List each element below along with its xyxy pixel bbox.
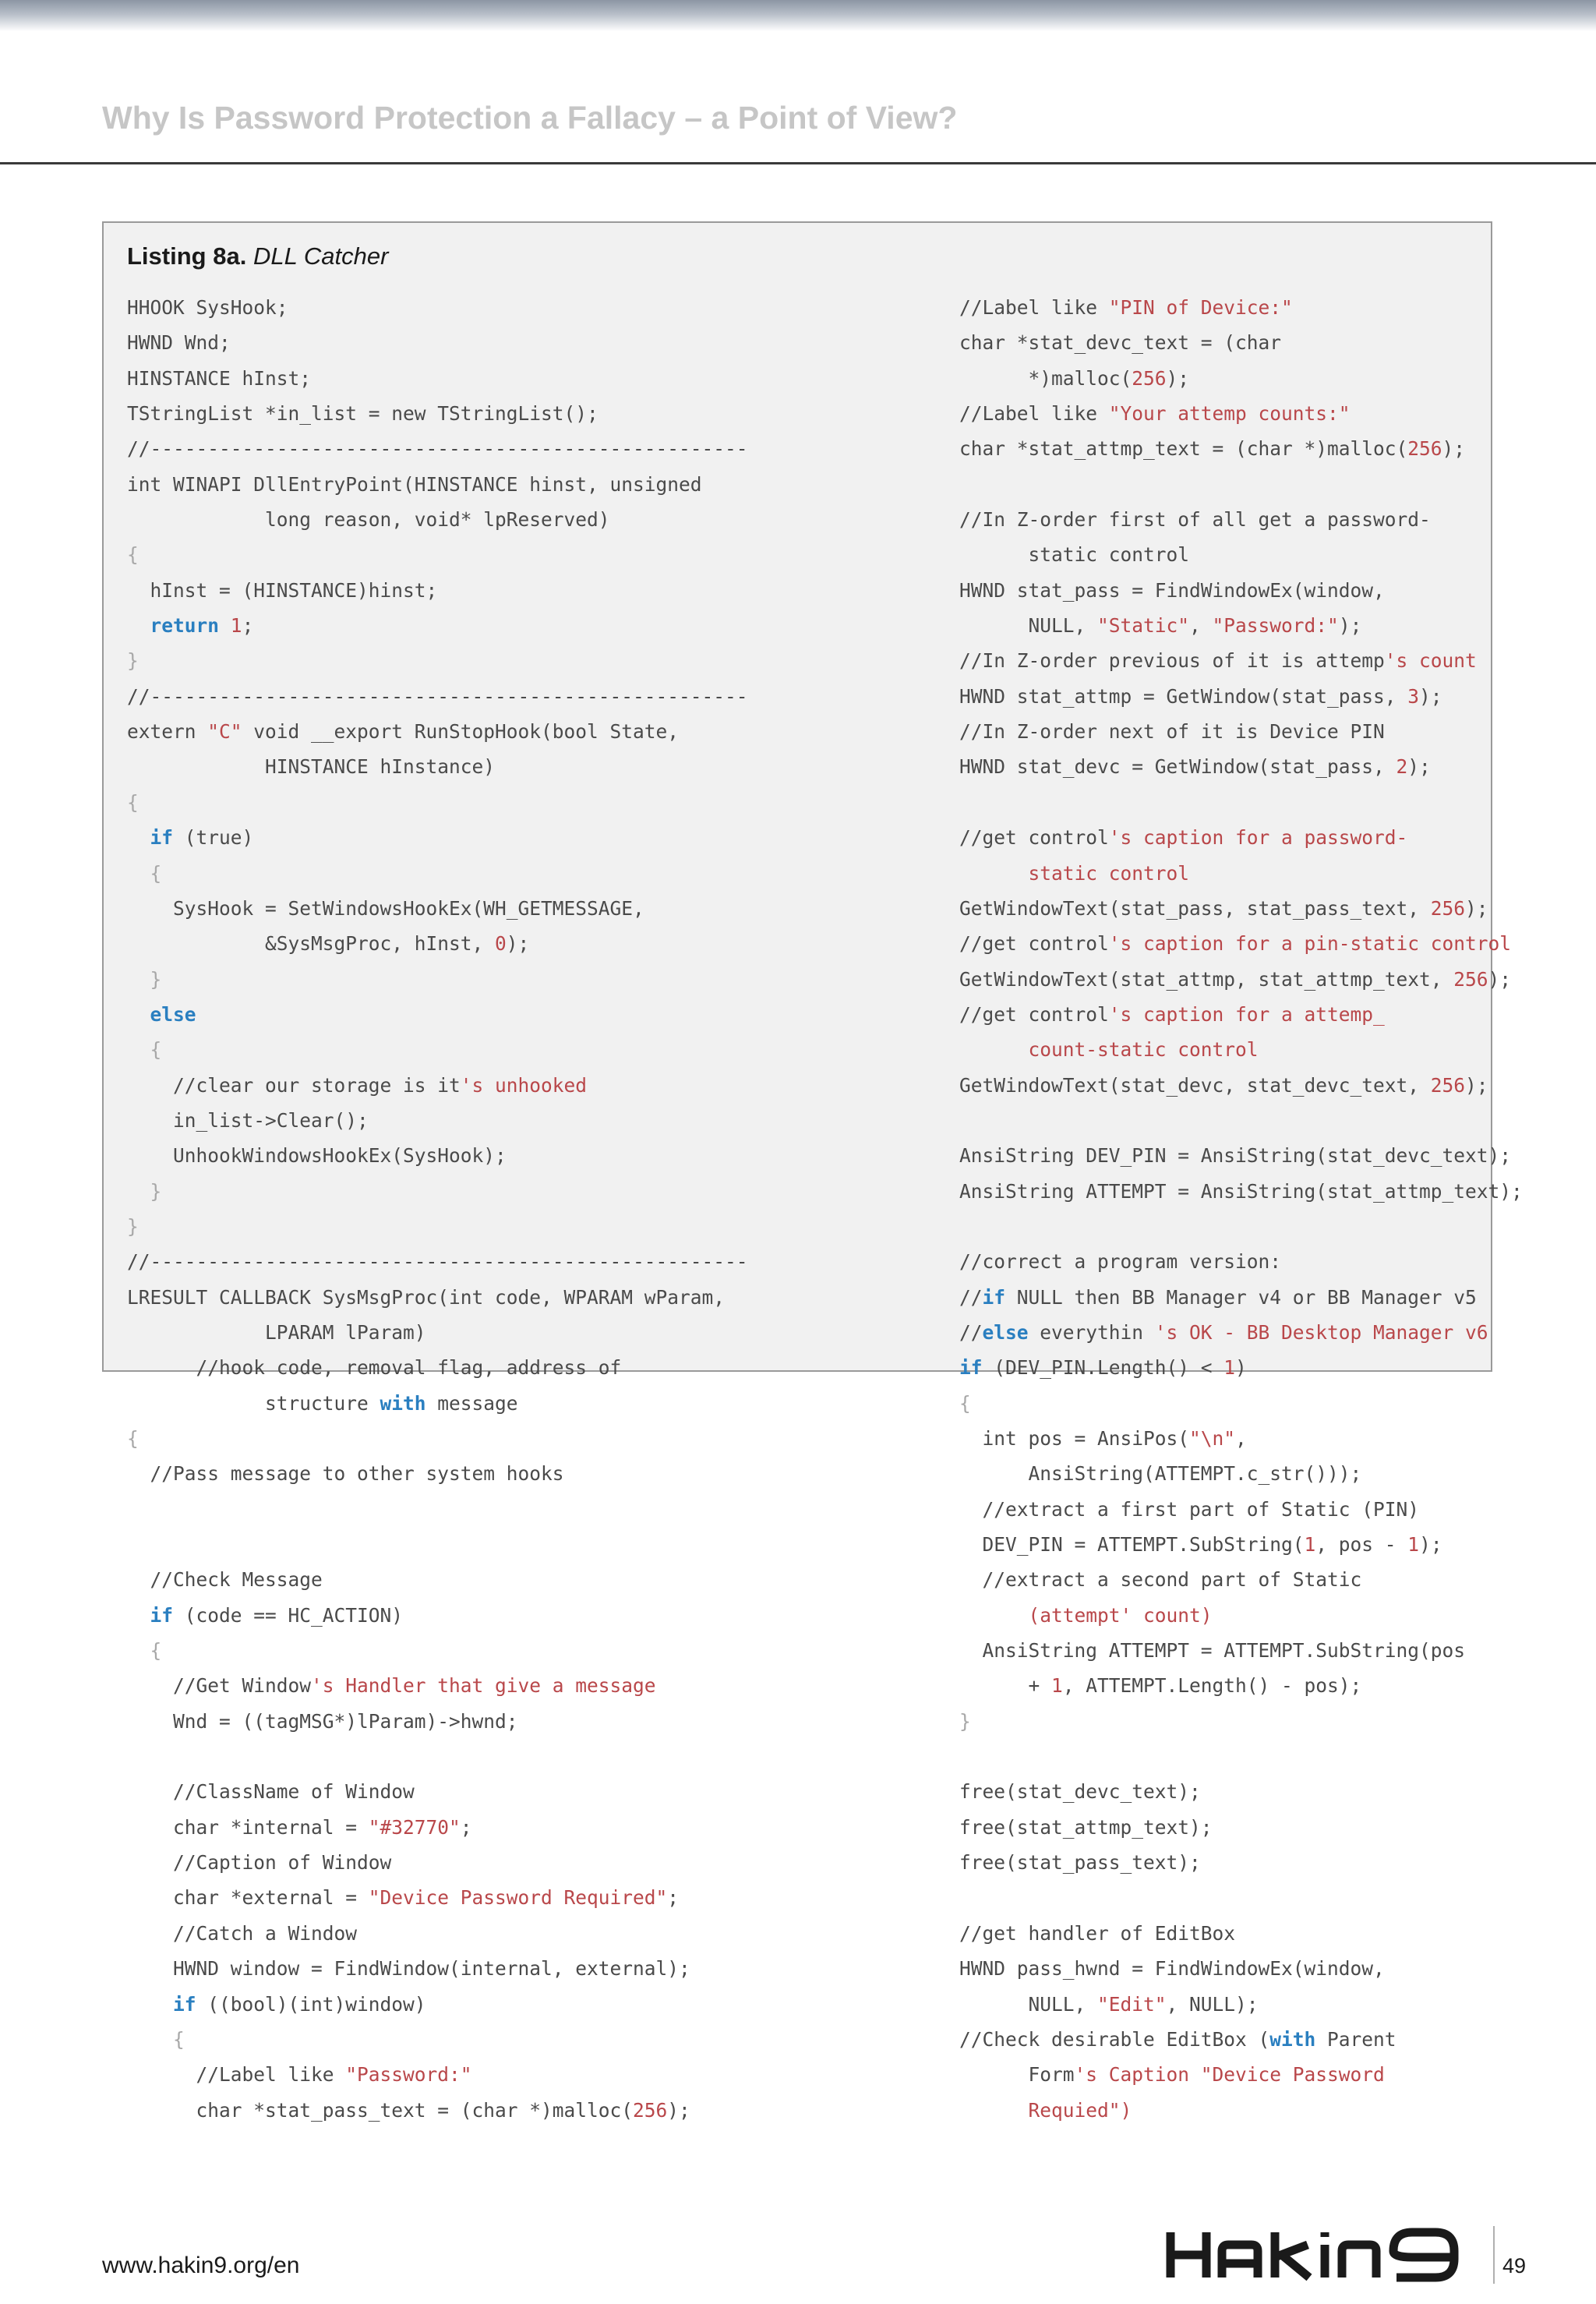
code-line [127,1386,748,1421]
code-line [127,467,748,502]
code-line [959,573,1523,608]
code-token: with [1269,2027,1316,2051]
code-line [127,1704,748,1739]
code-token: "Edit" [1097,1992,1167,2016]
code-token: //extract a second part of Static [959,1568,1362,1592]
code-line [127,891,748,926]
code-column-left [127,290,748,2128]
code-line [127,537,748,572]
code-token: 256 [1132,366,1167,390]
code-line [127,1209,748,1244]
code-token: GetWindowText(stat_devc, stat_devc_text, [959,1073,1431,1097]
code-token: , pos - [1315,1533,1408,1557]
code-token: char *external = [127,1886,369,1910]
code-token: LPARAM lParam) [127,1320,426,1344]
code-token [959,1604,1029,1627]
code-token: ) [1235,1356,1247,1380]
code-line [127,2022,748,2057]
code-line [959,2022,1523,2057]
code-token: void __export RunStopHook(bool State, [242,720,680,744]
code-column-right [959,290,1523,2128]
code-token [127,1993,173,2016]
code-token: } [150,1179,162,1203]
code-token: 's Caption "Device Password [1074,2063,1385,2087]
code-line [959,643,1523,678]
code-line [127,431,748,466]
code-line [959,1103,1523,1138]
code-token: HWND stat_attmp = GetWindow(stat_pass, [959,684,1408,708]
code-line [127,1492,748,1527]
code-token: { [150,1038,162,1062]
code-token: HWND window = FindWindow(internal, external); [127,1957,690,1981]
code-line [959,1916,1523,1951]
code-token: ); [667,2098,690,2122]
code-token: //Get Window [127,1674,312,1698]
code-token: in_list->Clear(); [127,1108,369,1132]
code-token: // [959,1285,983,1309]
code-token: ; [667,1886,680,1910]
code-line [127,785,748,820]
code-token: TStringList *in_list = new TStringList(); [127,402,598,426]
code-token: //---------------------------------------------------- [127,437,748,461]
code-token: ); [1419,684,1442,708]
code-token: int WINAPI DllEntryPoint(HINSTANCE hinst, unsigned [127,472,702,496]
code-token: , ATTEMPT.Length() - pos); [1062,1674,1362,1698]
code-token: if [982,1285,1006,1309]
code-token: HINSTANCE hInstance) [127,755,496,779]
code-token: static control [1028,861,1190,885]
code-token: { [150,861,162,885]
code-line [959,1704,1523,1739]
code-token: with [380,1391,426,1415]
code-token [127,1604,150,1627]
code-token: free(stat_attmp_text); [959,1815,1213,1839]
code-line [127,396,748,431]
code-token [127,968,150,991]
code-token: 's caption for a pin-static control [1108,932,1512,956]
code-token: HHOOK SysHook; [127,296,288,319]
code-token: 3 [1407,684,1420,708]
header-divider [0,162,1596,164]
code-token: } [959,1709,971,1733]
code-token: //---------------------------------------------------- [127,1250,748,1274]
code-line [959,1739,1523,1774]
code-line [127,1916,748,1951]
code-token: //Label like [959,402,1109,426]
code-token: return [150,614,220,638]
code-token [127,1003,150,1026]
code-token: Parent [1315,2027,1396,2051]
code-token: else [150,1002,196,1026]
code-token: { [173,2027,185,2051]
code-line [127,1244,748,1279]
code-token: //In Z-order previous of it is attemp [959,649,1385,673]
code-line [959,1315,1523,1350]
code-line [959,1951,1523,1986]
code-token: 's count [1384,649,1477,673]
code-token: 's unhooked [460,1073,588,1097]
code-token: ); [506,932,530,956]
code-token: char *internal = [127,1815,369,1839]
code-line [959,997,1523,1032]
code-line [959,820,1523,855]
code-token: //get control [959,932,1109,956]
code-line [959,856,1523,891]
code-line [127,2093,748,2128]
code-token: //Caption of Window [127,1851,392,1875]
code-token: 1 [1223,1356,1236,1380]
code-line [959,749,1523,784]
code-token: 2 [1396,755,1408,779]
code-line [959,537,1523,572]
code-line [959,1280,1523,1315]
code-token: UnhookWindowsHookEx(SysHook); [127,1144,507,1168]
code-token: HWND stat_pass = FindWindowEx(window, [959,578,1385,602]
code-line [127,1774,748,1809]
code-token: ); [1419,1533,1442,1557]
code-token: //correct a program version: [959,1250,1282,1274]
code-token: //In Z-order first of all get a password- [959,508,1431,532]
code-token: ); [1338,614,1362,638]
code-token: Requied") [1028,2098,1132,2122]
code-token: 1 [1051,1674,1063,1698]
code-line [959,2057,1523,2092]
listing-title: DLL Catcher [252,242,389,270]
code-token: //extract a first part of Static (PIN) [959,1497,1420,1521]
code-token: ); [1166,366,1190,390]
footer-url: www.hakin9.org/en [102,2253,300,2278]
code-line [127,1562,748,1597]
code-line [127,714,748,749]
code-line [127,325,748,360]
code-line [959,1068,1523,1103]
code-token: 's OK - BB Desktop Manager v6 [1154,1320,1488,1344]
code-token: //get control [959,826,1109,850]
code-token: 256 [1430,896,1466,920]
listing-caption [127,242,388,270]
code-line [127,1598,748,1633]
code-token: GetWindowText(stat_attmp, stat_attmp_text, [959,967,1454,991]
code-line [127,290,748,325]
code-token: , [1189,614,1213,638]
code-token: free(stat_devc_text); [959,1780,1201,1804]
code-line [127,361,748,396]
code-token: extern [127,720,208,744]
code-token: } [127,649,139,673]
code-token: "\n" [1189,1427,1236,1450]
code-token: if [959,1356,983,1380]
code-token: (code == HC_ACTION) [173,1603,404,1627]
code-token: count-static control [1028,1038,1259,1062]
code-token: 's caption for a password- [1108,826,1408,850]
code-line [959,679,1523,714]
code-line [959,1810,1523,1845]
code-token [959,2099,1029,2122]
code-line [127,643,748,678]
code-token: ); [1488,967,1512,991]
code-token: , [1235,1427,1247,1450]
code-token: ; [460,1815,472,1839]
code-token: { [127,790,139,814]
code-line [959,1598,1523,1633]
code-line [127,2057,748,2092]
code-token [127,826,150,849]
code-line [127,502,748,537]
code-line [127,1668,748,1703]
code-line [959,1987,1523,2022]
code-line [959,1209,1523,1244]
code-line [959,325,1523,360]
code-token: } [127,1214,139,1238]
code-line [127,1068,748,1103]
code-token: char *stat_pass_text = (char *)malloc( [127,2098,634,2122]
code-line [959,502,1523,537]
code-token: // [959,1320,983,1344]
code-token: //get handler of EditBox [959,1921,1236,1945]
code-token [127,1038,150,1061]
code-token: ); [1407,755,1431,779]
page-number-divider [1493,2226,1495,2284]
code-token: (DEV_PIN.Length() < [982,1356,1224,1380]
code-token: 256 [1453,967,1488,991]
code-line [127,1138,748,1173]
code-line [959,1562,1523,1597]
code-token: ); [1465,896,1488,920]
code-token: NULL then BB Manager v4 or BB Manager v5 [1005,1285,1477,1309]
code-token: //---------------------------------------------------- [127,684,748,708]
code-token: + [959,1674,1052,1698]
code-line [127,1174,748,1209]
code-token: //Label like [127,2063,346,2087]
code-line [127,1880,748,1915]
code-line [959,891,1523,926]
code-line [127,962,748,997]
code-line [959,1527,1523,1562]
code-token: //ClassName of Window [127,1780,415,1804]
code-token: , NULL); [1166,1992,1259,2016]
code-token: int pos = AnsiPos( [959,1427,1190,1450]
code-token: LRESULT CALLBACK SysMsgProc(int code, WPARAM wParam, [127,1285,726,1309]
code-token: Wnd = ((tagMSG*)lParam)->hwnd; [127,1709,518,1733]
code-token: { [959,1391,971,1415]
code-line [959,1880,1523,1915]
code-token: "#32770" [368,1815,461,1839]
code-token [959,862,1029,885]
code-token [959,1038,1029,1061]
code-token: //Check Message [127,1568,323,1592]
code-line [127,1739,748,1774]
code-line [127,1350,748,1385]
code-line [959,290,1523,325]
code-token: HINSTANCE hInst; [127,366,312,390]
code-line [959,926,1523,961]
code-token: ; [242,614,254,638]
code-token: GetWindowText(stat_pass, stat_pass_text, [959,896,1431,920]
code-token: if [150,826,174,850]
code-token: DEV_PIN = ATTEMPT.SubString( [959,1533,1305,1557]
code-token: if [150,1603,174,1627]
code-line [959,1633,1523,1668]
code-line [959,1174,1523,1209]
code-line [959,785,1523,820]
code-token: "Static" [1097,614,1190,638]
page-number: 49 [1502,2254,1527,2277]
code-token [127,614,150,637]
code-token: message [425,1391,518,1415]
code-line [127,1032,748,1067]
code-token: *)malloc( [959,366,1132,390]
code-line [959,396,1523,431]
code-token: else [982,1320,1029,1344]
code-token: //Check desirable EditBox ( [959,2027,1270,2051]
code-token: char *stat_devc_text = (char [959,331,1282,355]
code-token [127,862,150,885]
code-line [127,749,748,784]
code-line [127,1456,748,1491]
code-token: free(stat_pass_text); [959,1851,1201,1875]
code-line [959,608,1523,643]
code-line [959,1138,1523,1173]
code-token: //Pass message to other system hooks [127,1462,564,1486]
code-token: HWND Wnd; [127,331,231,355]
code-token: "Your attemp counts:" [1108,402,1351,426]
code-token: ((bool)(int)window) [196,1992,426,2016]
code-line [127,1421,748,1456]
code-token: 256 [633,2098,668,2122]
page-header-title: Why Is Password Protection a Fallacy – a Point of View? [102,100,958,136]
code-token: //hook code, removal flag, address of [127,1356,622,1380]
code-line [959,962,1523,997]
code-token: &SysMsgProc, hInst, [127,932,496,956]
code-token: everythin [1028,1320,1155,1344]
code-line [127,1845,748,1880]
code-token [127,1180,150,1203]
code-token: "Device Password Required" [368,1886,668,1910]
code-line [127,1951,748,1986]
code-token: //Label like [959,296,1109,319]
code-token [127,2028,173,2051]
code-token: 1 [230,614,242,638]
code-token: NULL, [959,614,1098,638]
code-token: NULL, [959,1992,1098,2016]
code-token: AnsiString ATTEMPT = ATTEMPT.SubString(pos [959,1639,1466,1663]
code-line [959,431,1523,466]
code-token: HWND stat_devc = GetWindow(stat_pass, [959,755,1396,779]
code-token: 's caption for a attemp_ [1108,1002,1385,1026]
code-line [959,2093,1523,2128]
code-token: AnsiString ATTEMPT = AnsiString(stat_attmp_text); [959,1179,1523,1203]
code-token: "Password:" [345,2063,472,2087]
code-token: structure [127,1391,380,1415]
code-line [127,1810,748,1845]
code-token: 256 [1407,437,1442,461]
code-line [959,1845,1523,1880]
code-token: ); [1442,437,1466,461]
code-line [127,856,748,891]
code-line [127,573,748,608]
code-line [959,361,1523,396]
code-token: //Catch a Window [127,1921,358,1945]
code-line [959,1032,1523,1067]
code-listing-box [102,221,1523,2122]
hakin9-logo [1166,2228,1482,2282]
code-token: (true) [173,826,254,850]
code-token: 1 [1407,1533,1420,1557]
listing-label: Listing 8a. [127,242,247,270]
code-token: //get control [959,1002,1109,1026]
code-token: (attempt' count) [1028,1603,1213,1627]
code-token: hInst = (HINSTANCE)hinst; [127,578,438,602]
code-token: AnsiString(ATTEMPT.c_str())); [959,1462,1362,1486]
code-line [127,1103,748,1138]
code-line [127,1633,748,1668]
code-token [127,1639,150,1662]
code-token: { [127,1427,139,1450]
code-token: if [173,1992,196,2016]
code-token: HWND pass_hwnd = FindWindowEx(window, [959,1957,1385,1981]
code-token: 1 [1304,1533,1316,1557]
code-token: //clear our storage is it [127,1073,461,1097]
code-line [959,1421,1523,1456]
code-line [959,1492,1523,1527]
code-token: Form [959,2063,1075,2087]
code-token: long reason, void* lpReserved) [127,508,610,532]
code-line [127,1280,748,1315]
code-token: //In Z-order next of it is Device PIN [959,720,1385,744]
code-line [127,820,748,855]
code-token: SysHook = SetWindowsHookEx(WH_GETMESSAGE, [127,896,644,920]
code-token: 0 [495,932,507,956]
code-token: ); [1465,1073,1488,1097]
code-line [959,1386,1523,1421]
code-token: { [127,543,139,567]
code-line [959,1350,1523,1385]
code-token: { [150,1639,162,1663]
code-line [959,1244,1523,1279]
code-token: 256 [1430,1073,1466,1097]
top-gradient-band [0,0,1596,31]
code-token: } [150,967,162,991]
code-line [959,1668,1523,1703]
code-line [127,1315,748,1350]
code-line [127,1987,748,2022]
code-line [127,997,748,1032]
code-token: "Password:" [1212,614,1339,638]
code-token [219,614,231,637]
code-line [959,1456,1523,1491]
code-token: "C" [207,720,242,744]
code-token: 's Handler that give a message [311,1674,656,1698]
code-token: char *stat_attmp_text = (char *)malloc( [959,437,1408,461]
code-line [127,679,748,714]
code-line [127,608,748,643]
code-line [959,714,1523,749]
code-token: "PIN of Device:" [1108,296,1293,319]
code-token: AnsiString DEV_PIN = AnsiString(stat_devc_text); [959,1144,1512,1168]
code-line [127,1527,748,1562]
code-token: static control [959,543,1190,567]
code-line [959,1774,1523,1809]
code-line [959,467,1523,502]
code-line [127,926,748,961]
